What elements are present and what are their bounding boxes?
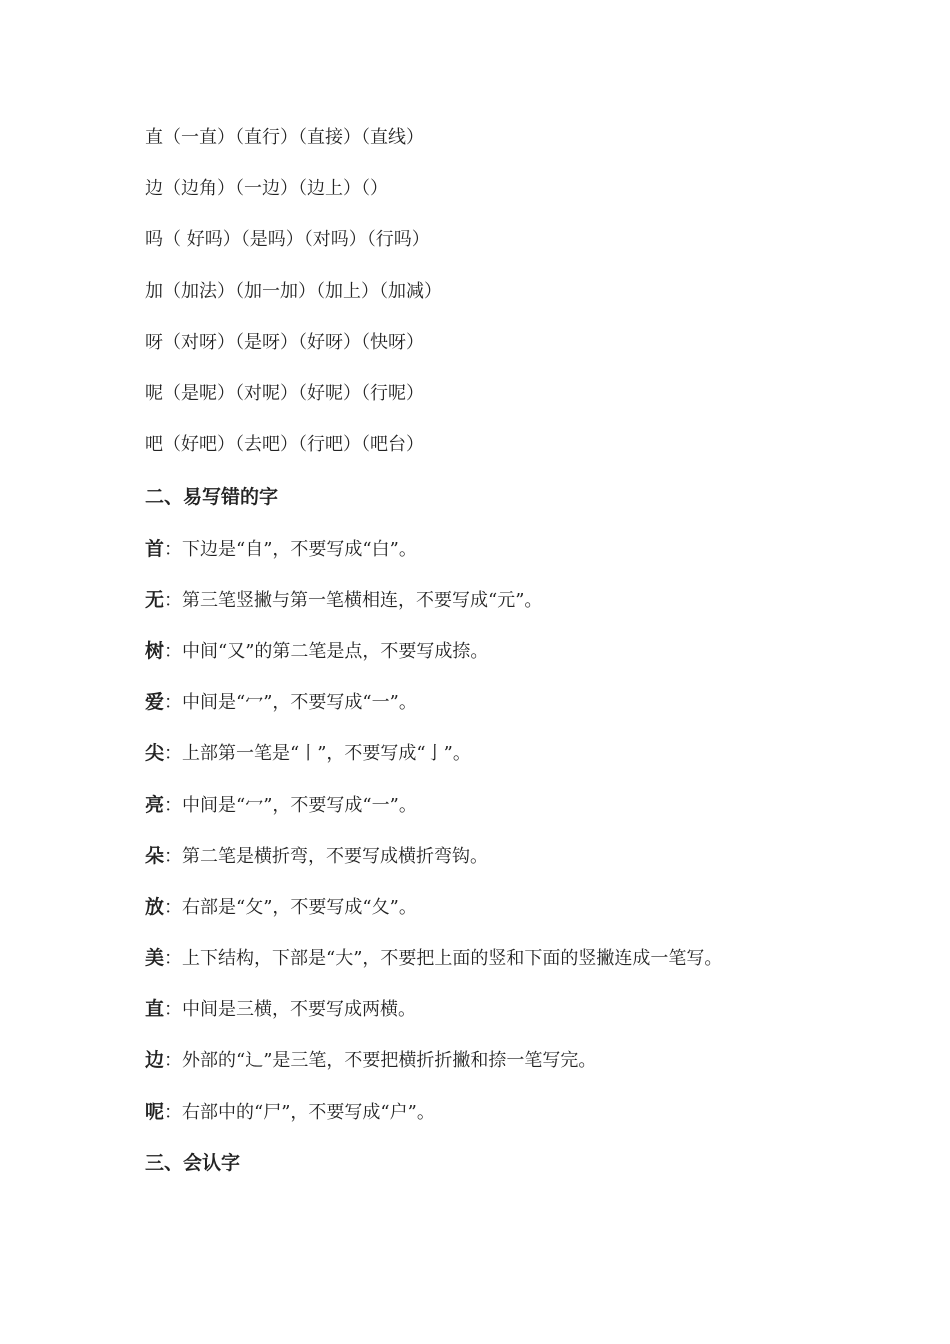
error-item-text: ：中间是“冖”，不要写成“一”。 [164,692,417,713]
error-item-char: 朵 [145,845,165,867]
error-item-text: ：上下结构，下部是“大”，不要把上面的竖和下面的竖撇连成一笔写。 [164,948,723,969]
word-line-4: 加（加法）（加一加）（加上）（加减） [145,281,442,302]
error-item [145,895,417,920]
word-line-3: 吗（ 好吗）（是吗）（对吗）（行吗） [145,229,430,250]
error-item-char: 树 [145,640,165,662]
error-item-text: ：中间是“冖”，不要写成“一”。 [164,795,417,816]
section-2-heading: 二、易写错的字 [145,486,279,508]
error-item [145,793,417,818]
error-item-char: 直 [145,998,165,1020]
error-item [145,997,416,1022]
error-item-text: ：中间是三横，不要写成两横。 [164,999,417,1020]
word-line-2: 边（边角）（一边）（边上）（） [145,178,388,199]
error-item-char: 亮 [145,794,165,816]
word-line-6: 呢（是呢）（对呢）（好呢）（行呢） [145,383,424,404]
error-item-char: 放 [145,896,165,918]
section-3-heading: 三、会认字 [145,1152,241,1174]
error-item-char: 呢 [145,1101,165,1123]
error-item [145,741,471,766]
error-item-char: 首 [145,538,165,560]
error-item [145,1048,596,1073]
error-item-text: ：外部的“辶”是三笔，不要把横折折撇和捺一笔写完。 [164,1050,597,1071]
word-line-1: 直（一直）（直行）（直接）（直线） [145,127,424,148]
error-item-text: ：右部中的“尸”，不要写成“户”。 [164,1102,435,1123]
error-item-char: 美 [145,947,165,969]
error-item [145,588,542,613]
error-item-char: 尖 [145,742,165,764]
error-item [145,1100,435,1125]
error-item-char: 无 [145,589,165,611]
error-item [145,946,722,971]
error-item-text: ：右部是“攵”，不要写成“夂”。 [164,897,417,918]
error-item [145,537,417,562]
error-item-char: 边 [145,1049,165,1071]
error-item-text: ：上部第一笔是“丨”，不要写成“亅”。 [164,743,471,764]
word-line-5: 呀（对呀）（是呀）（好呀）（快呀） [145,332,424,353]
error-item-text: ：第三笔竖撇与第一笔横相连，不要写成“元”。 [164,590,543,611]
error-item-text: ：下边是“自”，不要写成“白”。 [164,539,417,560]
error-item [145,690,417,715]
word-line-7: 吧（好吧）（去吧）（行吧）（吧台） [145,434,424,455]
error-item-text: ：第二笔是横折弯，不要写成横折弯钩。 [164,846,489,867]
error-item [145,844,488,869]
error-item [145,639,488,664]
error-item-char: 爱 [145,691,165,713]
error-item-text: ：中间“又”的第二笔是点，不要写成捺。 [164,641,489,662]
